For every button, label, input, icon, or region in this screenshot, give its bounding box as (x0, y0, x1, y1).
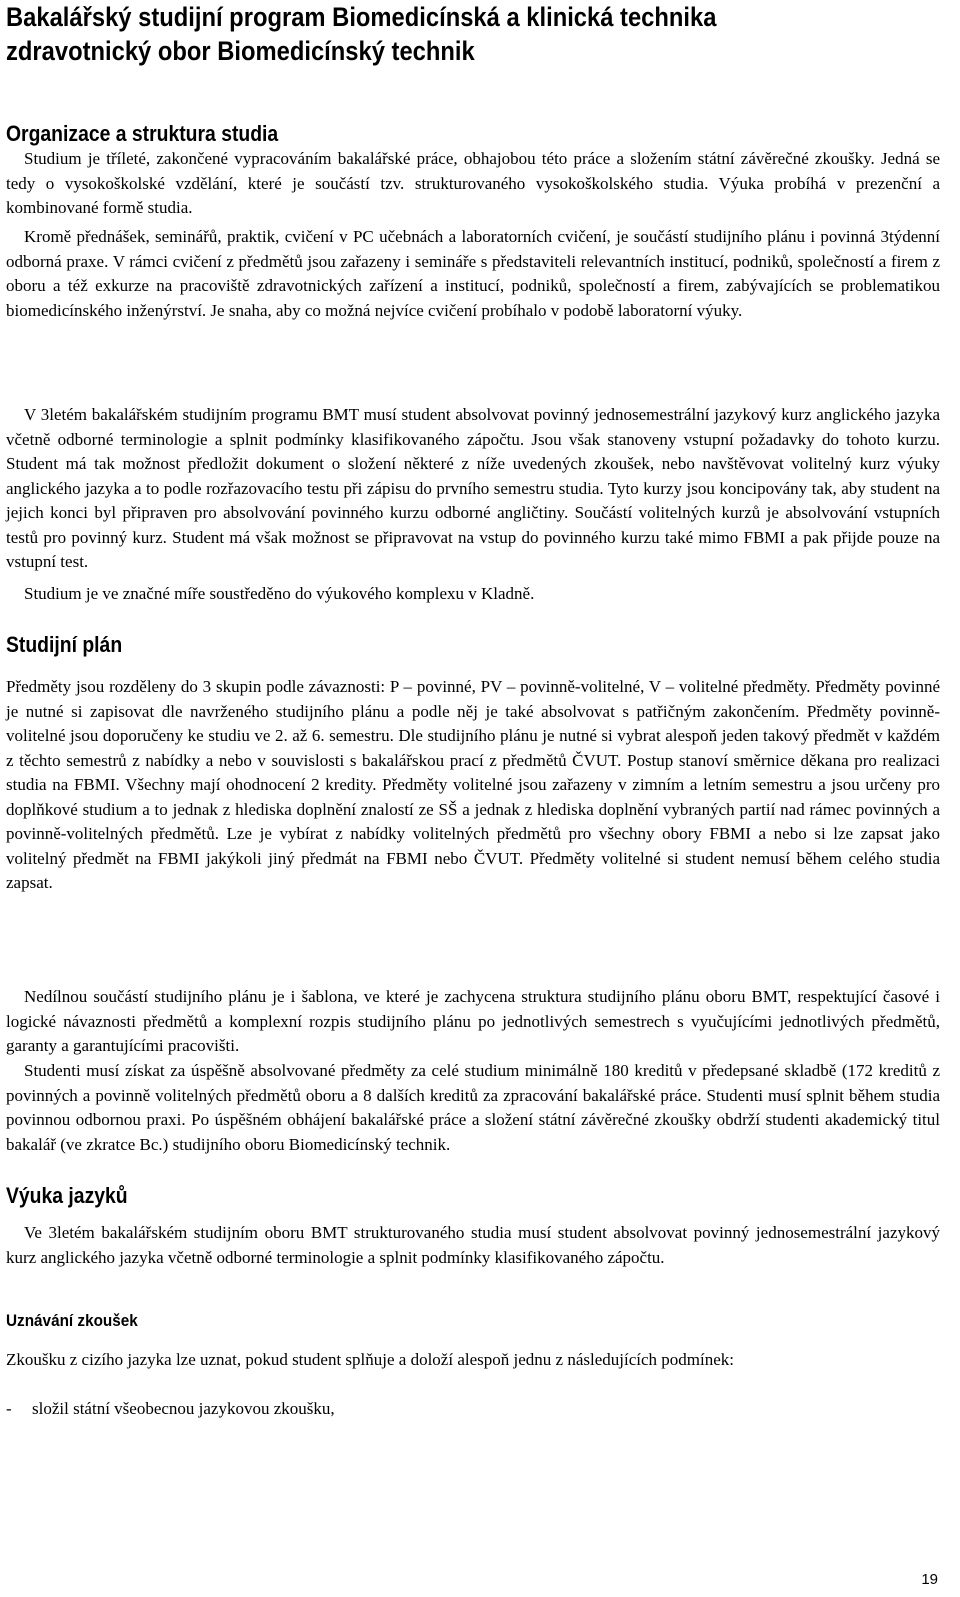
heading-uznavani-zkousek: Uznávání zkoušek (6, 1311, 138, 1330)
document-title (6, 0, 833, 68)
paragraph-organizace-2: Kromě přednášek, seminářů, praktik, cvičení v PC učebnách a laboratorních cvičení, je součástí studijního plánu i povinná 3týdenní odborná praxe. V rámci cvičení z předmětů jsou zařazeny i semináře s představiteli relevantních institucí, podniků, společností a firem z oboru a též exkurze na pracoviště zdravotnických zařízení a institucí, podniků, společností a firem, zabývajících se problematikou biomedicínského inženýrství. Je snaha, aby co možná nejvíce cvičení probíhalo v podobě laboratorní výuky. (6, 227, 940, 320)
title-line-1: Bakalářský studijní program Biomedicínská a klinická technika (6, 2, 717, 32)
list-item (6, 1397, 906, 1421)
list-item-text: složil státní všeobecnou jazykovou zkoušku, (32, 1399, 335, 1418)
paragraph-organizace-1: Studium je tříleté, zakončené vypracováním bakalářské práce, obhajobou této práce a složením státní závěrečné zkoušky. Jedná se tedy o vysokoškolské vzdělání, které je součástí tzv. strukturovaného vysokoškolského studia. Výuka probíhá v prezenční a kombinované formě studia. (6, 149, 940, 217)
heading-studijni-plan: Studijní plán (6, 632, 123, 657)
heading-vyuka-jazyku: Výuka jazyků (6, 1183, 128, 1208)
paragraph-jazyky-1: Ve 3letém bakalářském studijním oboru BMT strukturovaného studia musí student absolvovat povinný jednosemestrální jazykový kurz anglického jazyka včetně odborné terminologie a splnit podmínky klasifikovaného zápočtu. (6, 1223, 940, 1267)
paragraph-plan-2: Nedílnou součástí studijního plánu je i šablona, ve které je zachycena struktura studijního plánu oboru BMT, respektující časové i logické návaznosti předmětů a komplexní rozpis studijního plánu po jednotlivých semestrech s vyučujícími jednotlivých předmětů, garanty a garantujícími pracovišti. (6, 987, 940, 1055)
paragraph-uznavani-1: Zkoušku z cizího jazyka lze uznat, pokud student splňuje a doloží alespoň jednu z následujících podmínek: (6, 1350, 734, 1369)
paragraph-organizace-4: Studium je ve značné míře soustředěno do výukového komplexu v Kladně. (24, 584, 535, 603)
page-number: 19 (921, 1571, 938, 1588)
list-dash: - (6, 1399, 12, 1418)
heading-organizace: Organizace a struktura studia (6, 121, 279, 146)
title-line-2: zdravotnický obor Biomedicínský technik (6, 36, 475, 66)
paragraph-plan-3: Studenti musí získat za úspěšně absolvované předměty za celé studium minimálně 180 kreditů v předepsané skladbě (172 kreditů z povinných a povinně volitelných předmětů oboru a 8 dalších kreditů za zpracování bakalářské práce. Studenti musí splnit během studia povinnou odbornou praxi. Po úspěšném obhájení bakalářské práce a složení státní závěrečné zkoušky obdrží studenti akademický titul bakalář (ve zkratce Bc.) studijního oboru Biomedicínský technik. (6, 1061, 940, 1154)
paragraph-organizace-3: V 3letém bakalářském studijním programu BMT musí student absolvovat povinný jednosemestrální jazykový kurz anglického jazyka včetně odborné terminologie a splnit podmínky klasifikovaného zápočtu. Jsou však stanoveny vstupní požadavky do tohoto kurzu. Student má tak možnost předložit dokument o složení některé z níže uvedených zkoušek, nebo navštěvovat volitelný kurz výuky anglického jazyka a to podle rozřazovacího testu při zápisu do prvního semestru studia. Tyto kurzy jsou koncipovány tak, aby student na jejich konci byl připraven pro absolvování povinného kurzu odborné angličtiny. Součástí volitelných kurzů je absolvování vstupních testů pro povinný kurz. Student má však možnost se připravovat na vstup do povinného kurzu také mimo FBMI a pak přijde pouze na vstupní test. (6, 405, 940, 571)
paragraph-plan-1: Předměty jsou rozděleny do 3 skupin podle závaznosti: P – povinné, PV – povinně-volitelné, V – volitelné předměty. Předměty povinné je nutné si zapisovat dle navrženého studijního plánu a podle něj je také absolvovat s patřičným zakončením. Předměty povinně-volitelné jsou doporučeny ke studiu ve 2. až 6. semestru. Dle studijního plánu je nutné si vybrat alespoň jeden takový předmět v každém z těchto semestrů z nabídky a nebo v souvislosti s bakalářskou prací z předmětů ČVUT. Postup stanoví směrnice děkana pro realizaci studia na FBMI. Všechny mají ohodnocení 2 kredity. Předměty volitelné jsou zařazeny v zimním a letním semestru a jsou určeny pro doplňkové studium a to jednak z hlediska doplnění znalostí ze SŠ a jednak z hlediska doplnění vybraných partií nad rámec povinných a povinně-volitelných předmětů. Lze je vybírat z nabídky volitelných předmětů pro všechny obory FBMI a nebo si lze zapsat jako volitelný předmět na FBMI jakýkoli jiný předmát na FBMI nebo ČVUT. Předměty volitelné si student nemusí během celého studia zapsat. (6, 677, 940, 892)
